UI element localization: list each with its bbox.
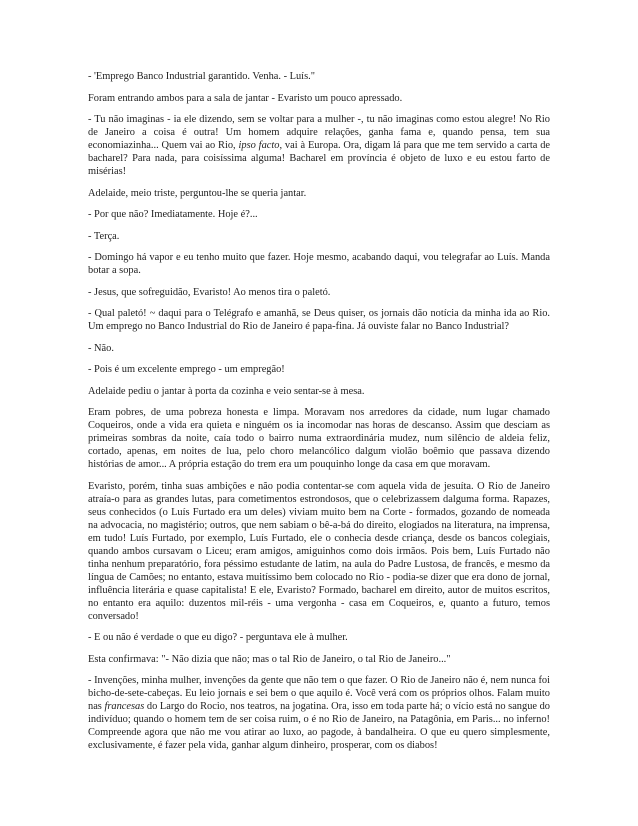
text-run: Adelaide pediu o jantar à porta da cozinha e veio sentar-se à mesa. — [88, 385, 365, 397]
paragraph — [88, 187, 550, 200]
paragraph — [88, 307, 550, 333]
paragraph — [88, 631, 550, 644]
text-run: - Jesus, que sofreguidão, Evaristo! Ao menos tira o paletó. — [88, 286, 331, 298]
text-run: - Não. — [88, 342, 114, 354]
text-run: Adelaide, meio triste, perguntou-lhe se queria jantar. — [88, 187, 307, 199]
text-run: Esta confirmava: "- Não dizia que não; mas o tal Rio de Janeiro, o tal Rio de Janeiro..." — [88, 653, 451, 665]
text-run: Eram pobres, de uma pobreza honesta e limpa. Moravam nos arredores da cidade, num lugar chamado Coqueiros, onde a vida era quieta e ninguém os ia incomodar nas horas de descanso. Assim que desciam as primeiras sombras da noite, caía todo o bairro numa extraordinária mudez, num silêncio de aldeia feliz, cortado, apenas, em noites de lua, pelo choro melancólico dalgum violão boêmio que passava dizendo histórias de amor... A própria estação do trem era um pouquinho longe da casa em que moravam. — [88, 407, 550, 470]
document-page — [88, 70, 550, 761]
text-run: , vai à Europa. Ora, digam lá para que me tem servido a carta de bacharel? Para nada, para coisíssima alguma! Bacharel em província é objeto de luxo e eu estou farto de misérias! — [88, 140, 550, 177]
paragraph — [88, 92, 550, 105]
paragraph — [88, 286, 550, 299]
paragraph — [88, 251, 550, 277]
text-run: - Invenções, minha mulher, invenções da gente que não tem o que fazer. O Rio de Janeiro não é, nem nunca foi bicho-de-sete-cabeças. Eu leio jornais e sei bem o que aquilo é. Você verá com os próprios olhos. Falam muito nas — [88, 675, 550, 712]
paragraph — [88, 70, 550, 83]
italic-text: francesas — [104, 701, 145, 712]
text-run: - Tu não imaginas - ia ele dizendo, sem se voltar para a mulher -, tu não imaginas como estou alegre! No Rio de Janeiro a coisa é outra! Um homem adquire relações, ganha fama e, quando pensa, tem sua economiazinha... Quem vai ao Rio, — [88, 114, 550, 151]
text-run: - 'Emprego Banco Industrial garantido. Venha. - Luís." — [88, 71, 315, 82]
paragraph — [88, 653, 550, 666]
text-run: - E ou não é verdade o que eu digo? - perguntava ele à mulher. — [88, 632, 348, 643]
paragraph — [88, 208, 550, 221]
paragraph — [88, 342, 550, 355]
text-run: do Largo do Rocio, nos teatros, na jogatina. Ora, isso em toda parte há; o vício está no sangue do indivíduo; quando o homem tem de ser coisa ruim, o é no Rio de Janeiro, na Patagônia, em Paris... no inferno! Compreende agora que não me vou atirar ao luxo, ao pagode, à bandalheira. O que eu quero simplesmente, exclusivamente, é fazer pela vida, ganhar algum dinheiro, prosperar, com os diabos! — [88, 701, 550, 751]
text-run: - Qual paletó! ~ daqui para o Telégrafo e amanhã, se Deus quiser, os jornais dão notícia da minha ida ao Rio. Um emprego no Banco Industrial do Rio de Janeiro é papa-fina. Já ouviste falar no Banco Industrial? — [88, 308, 550, 332]
text-run: - Domingo há vapor e eu tenho muito que fazer. Hoje mesmo, acabando daqui, vou telegrafar ao Luís. Manda botar a sopa. — [88, 252, 550, 276]
italic-text: ipso facto — [238, 140, 280, 151]
paragraph — [88, 385, 550, 398]
paragraph — [88, 113, 550, 178]
text-run: - Pois é um excelente emprego - um empregão! — [88, 364, 285, 375]
paragraph — [88, 674, 550, 752]
paragraph — [88, 406, 550, 471]
text-run: Evaristo, porém, tinha suas ambições e não podia contentar-se com aquela vida de jesuíta. O Rio de Janeiro atraía-o para as grandes lutas, para cometimentos estrondosos, que o celebrizassem dalguma forma. Rapazes, seus conhecidos (o Luís Furtado era um deles) viviam muito bem na Corte - formados, gozando de nomeada na advocacia, no magistério; outros, que nem sabiam o bê-a-bá do direito, elogiados na literatura, na imprensa, em tudo! Luís Furtado, por exemplo, Luís Furtado, ele o conhecia desde criança, desde os bancos colegiais, quando ambos cursavam o Liceu; eram amigos, amiguinhos como dois irmãos. Pois bem, Luís Furtado não tinha nenhum preparatório, fora péssimo estudante de latim, na aula do Padre Lustosa, de francês, e mesmo da língua de Camões; no entanto, estava muitíssimo bem colocado no Rio - podia-se dizer que era dono de jornal, influência literária e quase capitalista! E ele, Evaristo? Formado, bacharel em direito, autor de muitos escritos, no entanto era aquilo: duzentos mil-réis - uma vergonha - casa em Coqueiros, e, quanto a futuro, temos conversado! — [88, 480, 550, 622]
paragraph — [88, 363, 550, 376]
paragraph — [88, 230, 550, 243]
paragraph — [88, 480, 550, 623]
text-run: - Terça. — [88, 230, 120, 242]
text-run: Foram entrando ambos para a sala de jantar - Evaristo um pouco apressado. — [88, 92, 403, 104]
text-run: - Por que não? Imediatamente. Hoje é?... — [88, 209, 258, 220]
